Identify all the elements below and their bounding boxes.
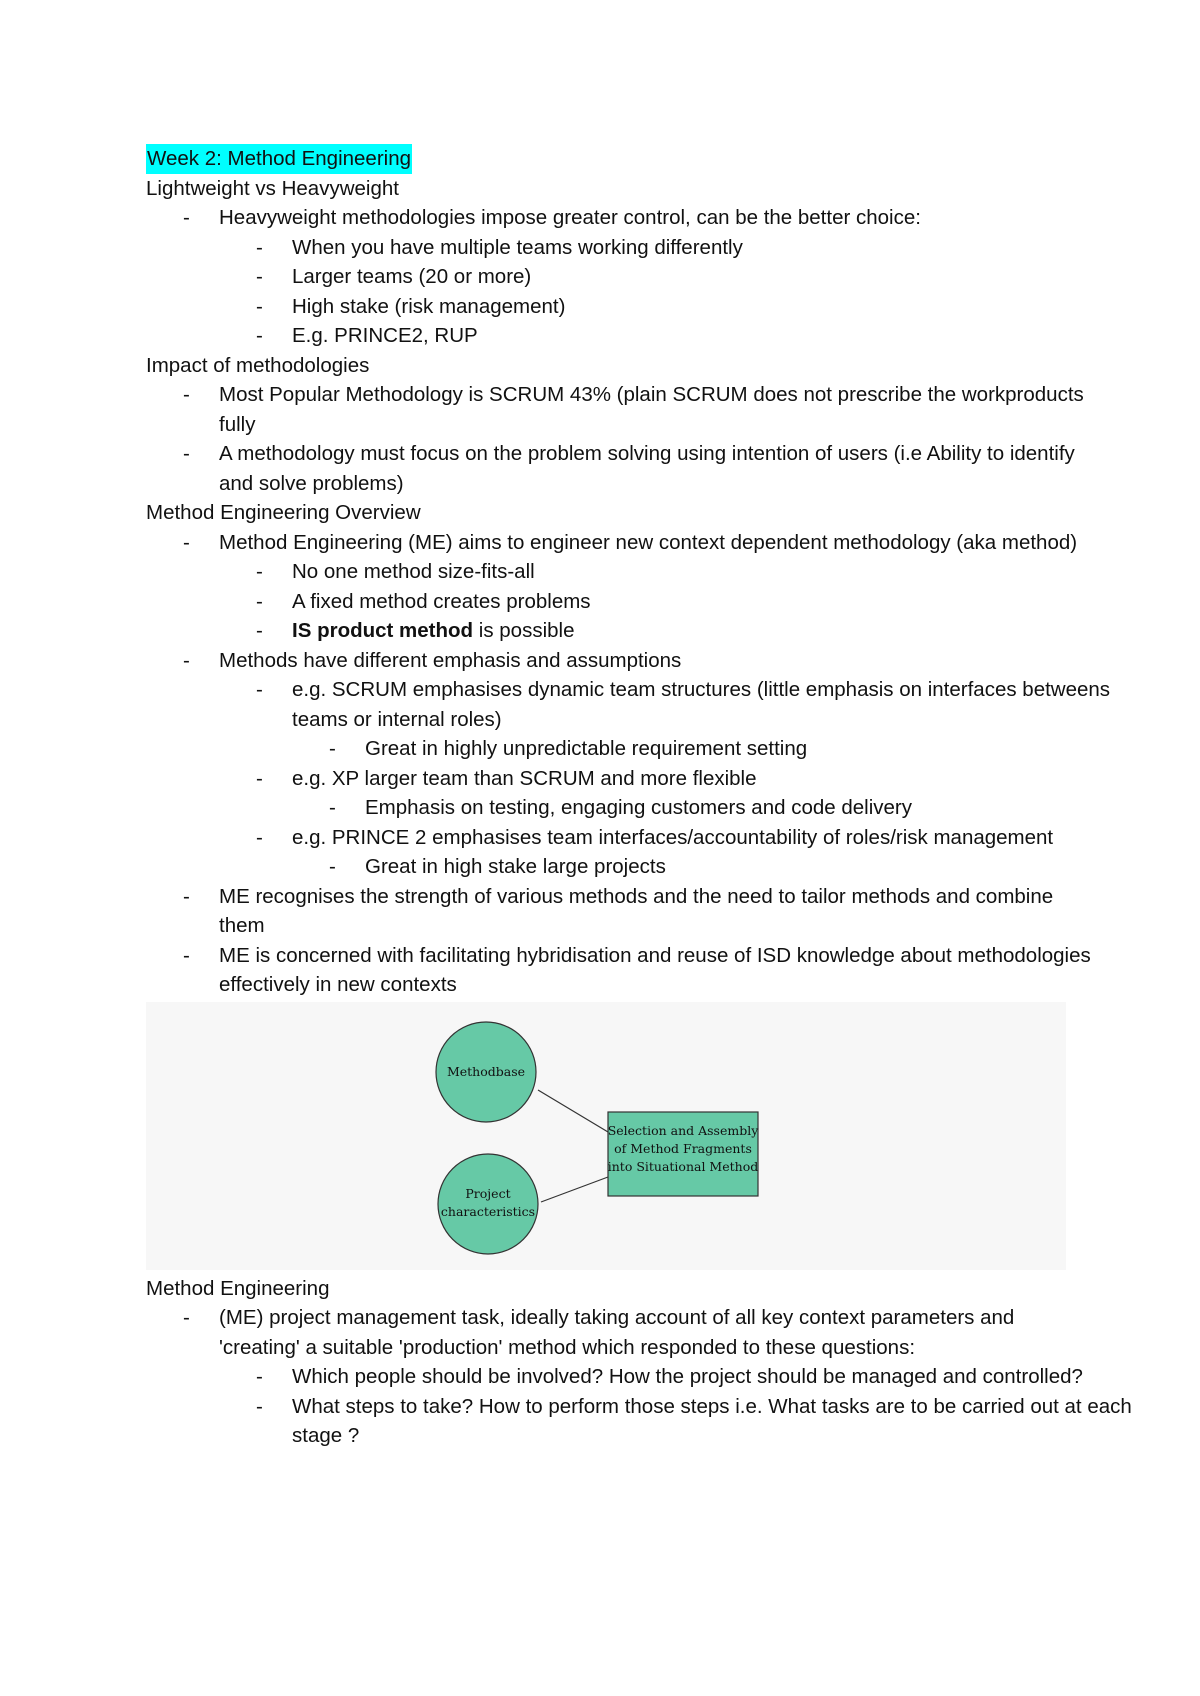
sub-bullet: - No one method size-fits-all — [256, 560, 535, 583]
sub-bullet: - e.g. PRINCE 2 emphasises team interfaces/accountability of roles/risk management — [256, 825, 1054, 849]
sub-bullet: - What steps to take? How to perform those steps i.e. What tasks are to be carried out at each stage ? — [256, 1394, 1132, 1447]
document-page — [146, 144, 1132, 1451]
section-heading-overview: Method Engineering Overview — [146, 501, 421, 524]
box-label-line3: into Situational Method — [607, 1158, 759, 1174]
methodbase-label: Methodbase — [446, 1063, 526, 1079]
connector-methodbase — [538, 1090, 608, 1132]
bold-term: IS product method — [292, 619, 474, 642]
sub-bullet: - E.g. PRINCE2, RUP — [256, 324, 478, 347]
sub-sub-bullet: - Emphasis on testing, engaging customers and code delivery — [329, 796, 912, 819]
method-engineering-diagram — [146, 1002, 1066, 1270]
section-heading-lightweight: Lightweight vs Heavyweight — [146, 176, 399, 200]
section-heading-impact: Impact of methodologies — [146, 353, 370, 377]
sub-bullet: - Which people should be involved? How the project should be managed and controlled? — [256, 1365, 1083, 1388]
sub-bullet: - e.g. XP larger team than SCRUM and more flexible — [256, 766, 757, 790]
bullet: - Most Popular Methodology is SCRUM 43% (plain SCRUM does not prescribe the workproducts fully — [183, 383, 1084, 436]
section-heading-method-engineering: Method Engineering — [146, 1276, 330, 1300]
connector-project — [541, 1177, 608, 1202]
sub-bullet: - Larger teams (20 or more) — [256, 265, 532, 288]
sub-bullet: - A fixed method creates problems — [256, 589, 591, 613]
sub-sub-bullet: - Great in highly unpredictable requirement setting — [329, 737, 808, 760]
box-label-line1: Selection and Assembly — [607, 1122, 759, 1138]
sub-sub-bullet: - Great in high stake large projects — [329, 855, 666, 878]
bullet: - (ME) project management task, ideally taking account of all key context parameters and 'creating' a suitable 'production' method which responded to these questions: — [183, 1306, 1015, 1359]
bullet: - Method Engineering (ME) aims to engineer new context dependent methodology (aka method) — [183, 530, 1078, 554]
bullet: - A methodology must focus on the problem solving using intention of users (i.e Ability to identify and solve problems) — [183, 442, 1075, 495]
doc-title-line — [146, 144, 1066, 174]
doc-title: Week 2: Method Engineering — [146, 144, 412, 174]
sub-bullet: - IS product method is possible — [256, 619, 575, 642]
diagram-svg — [146, 1002, 1066, 1270]
sub-bullet: - When you have multiple teams working differently — [256, 235, 743, 259]
bullet: - Heavyweight methodologies impose greater control, can be the better choice: — [183, 206, 921, 229]
sub-bullet: - High stake (risk management) — [256, 294, 566, 318]
project-label-line2: characteristics — [440, 1203, 536, 1219]
project-label-line1: Project — [465, 1185, 511, 1201]
sub-bullet: - e.g. SCRUM emphasises dynamic team structures (little emphasis on interfaces betweens teams or internal roles) — [256, 678, 1111, 731]
bullet: - Methods have different emphasis and assumptions — [183, 648, 682, 672]
bullet: - ME recognises the strength of various methods and the need to tailor methods and combine them — [183, 884, 1054, 937]
bullet: - ME is concerned with facilitating hybridisation and reuse of ISD knowledge about methodologies effectively in new contexts — [183, 943, 1091, 996]
box-label-line2: of Method Fragments — [614, 1140, 752, 1156]
